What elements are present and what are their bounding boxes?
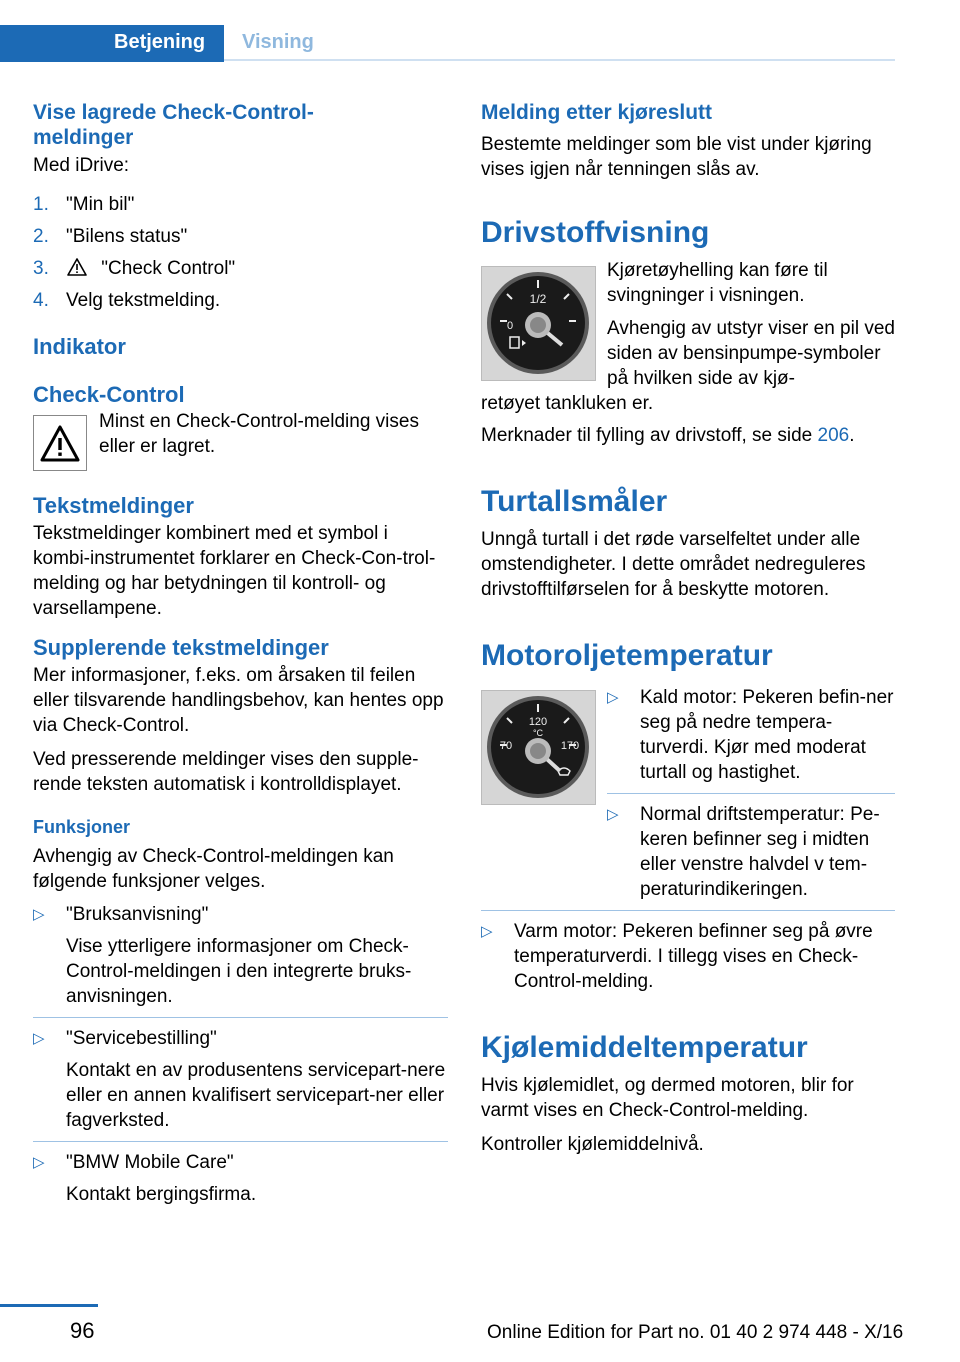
oil-list-inline: [607, 685, 895, 910]
oil-temperature-gauge-icon: [482, 691, 595, 804]
step-number: 3.: [33, 258, 49, 279]
triangle-right-icon: ▷: [481, 923, 493, 940]
fuel-paragraph-2-end: retøyet tankluken er.: [481, 393, 654, 414]
oil-label-celsius: °C: [532, 728, 544, 738]
list-item: [33, 192, 448, 217]
step-number: 2.: [33, 226, 49, 247]
fuel-note-suffix: .: [849, 425, 855, 446]
tab-divider: [224, 59, 895, 61]
step-text: Velg tekstmelding.: [66, 290, 221, 311]
with-idrive-text: Med iDrive:: [33, 155, 130, 176]
triangle-right-icon: ▷: [33, 1030, 45, 1047]
tab-betjening[interactable]: Betjening: [0, 25, 224, 62]
fuel-paragraph-1: Kjøretøyhelling kan føre til svingninger i visningen.: [607, 260, 828, 306]
function-title: "BMW Mobile Care": [66, 1152, 234, 1173]
fuel-note-page-link[interactable]: 206: [817, 425, 850, 446]
triangle-right-icon: ▷: [607, 806, 619, 823]
functions-body: Avhengig av Check-Control-meldingen kan følgende funksjoner velges.: [33, 846, 394, 892]
list-item: [481, 919, 895, 994]
step-text: "Check Control": [101, 258, 236, 279]
list-item: [33, 1026, 448, 1141]
left-column: [33, 100, 448, 1207]
check-control-text: Minst en Check-Control-melding vises eller er lagret.: [99, 411, 419, 457]
heading-saved-messages: Vise lagrede Check-Control-meldinger: [33, 101, 314, 149]
check-control-block: [33, 409, 448, 471]
list-item: [33, 256, 448, 281]
function-desc: Vise ytterligere informasjoner om Check-Control-meldingen i den integrerte bruks-anvisningen.: [66, 936, 412, 1007]
heading-text-messages: Tekstmeldinger: [33, 493, 194, 518]
function-title: "Servicebestilling": [66, 1028, 217, 1049]
page-number: 96: [70, 1318, 95, 1343]
oil-item-text: Kald motor: Pekeren befin-ner seg på nedre tempera-turverdi. Kjør med moderat turtall og hastighet.: [640, 687, 894, 783]
supplementary-body-2: Ved presserende meldinger vises den supple-rende teksten automatisk i kontrolldisplayet.: [33, 749, 419, 795]
list-item: [607, 802, 895, 910]
oil-item-text: Normal driftstemperatur: Pe-keren befinner seg i midten eller venstre halvdel v tem-peraturindikeringen.: [640, 804, 880, 900]
function-title: "Bruksanvisning": [66, 904, 209, 925]
edition-note: Online Edition for Part no. 01 40 2 974 448 - X/16: [487, 1322, 904, 1343]
oil-label-170: 170: [560, 740, 580, 752]
after-drive-body: Bestemte meldinger som ble vist under kjøring vises igjen når tenningen slås av.: [481, 134, 872, 180]
function-desc: Kontakt en av produsentens servicepart-nere eller en annen kvalifisert servicepart-ner eller fagverksted.: [66, 1060, 446, 1131]
divider: [481, 910, 895, 911]
fuel-note-prefix: Merknader til fylling av drivstoff, se side: [481, 425, 818, 446]
divider: [33, 1141, 448, 1142]
fuel-note: [481, 423, 895, 448]
divider: [33, 1017, 448, 1018]
fuel-text: [607, 258, 895, 391]
tab-bar: [0, 25, 895, 62]
fuel-gauge-image: [481, 266, 596, 381]
tab-visning[interactable]: Visning: [242, 31, 314, 53]
fuel-block: [481, 258, 895, 416]
oil-gauge-image: [481, 690, 596, 805]
triangle-right-icon: ▷: [33, 906, 45, 923]
step-number: 4.: [33, 290, 49, 311]
list-item: [33, 1150, 448, 1207]
text-messages-body: Tekstmeldinger kombinert med et symbol i kombi-instrumentet forklarer en Check-Con-trol-melding og har betydningen til kontroll- og varsellampene.: [33, 523, 436, 619]
heading-coolant-temperature: Kjølemiddeltemperatur: [481, 1031, 808, 1064]
triangle-right-icon: ▷: [607, 689, 619, 706]
heading-check-control: Check-Control: [33, 382, 185, 407]
step-text: "Min bil": [66, 194, 135, 215]
warning-icon: [66, 257, 88, 277]
tachometer-body: Unngå turtall i det røde varselfeltet under alle omstendigheter. I dette området nedreguleres drivstofftilførselen for å beskytte motoren.: [481, 529, 866, 600]
right-column: [481, 100, 895, 1157]
list-item: [33, 224, 448, 249]
warning-triangle-icon: [34, 416, 86, 470]
heading-tachometer: Turtallsmåler: [481, 485, 668, 518]
divider: [607, 793, 895, 794]
idrive-steps: [33, 192, 448, 313]
fuel-paragraph-2-start: Avhengig av utstyr viser en pil ved siden av bensinpumpe-symboler på hvilken side av kjø-: [607, 318, 895, 389]
list-item: [607, 685, 895, 793]
fuel-gauge-icon: [482, 267, 595, 380]
supplementary-body-1: Mer informasjoner, f.eks. om årsaken til feilen eller tilsvarende handlingsbehov, kan hentes opp via Check-Control.: [33, 665, 444, 736]
fuel-label-half: 1/2: [529, 292, 547, 306]
heading-functions: Funksjoner: [33, 817, 131, 837]
heading-oil-temperature: Motoroljetemperatur: [481, 639, 773, 672]
oil-list-full: [481, 910, 895, 994]
oil-label-70: 70: [499, 740, 513, 752]
warning-sign: [33, 415, 87, 471]
step-text: "Bilens status": [66, 226, 188, 247]
coolant-paragraph-2: Kontroller kjølemiddelnivå.: [481, 1134, 704, 1155]
functions-list: [33, 902, 448, 1207]
list-item: [33, 288, 448, 313]
step-number: 1.: [33, 194, 49, 215]
heading-fuel-gauge: Drivstoffvisning: [481, 216, 710, 249]
fuel-label-zero: 0: [506, 320, 514, 332]
list-item: [33, 902, 448, 1017]
heading-indicator: Indikator: [33, 334, 126, 359]
coolant-paragraph-1: Hvis kjølemidlet, og dermed motoren, blir for varmt vises en Check-Control-melding.: [481, 1075, 854, 1121]
function-desc: Kontakt bergingsfirma.: [66, 1184, 257, 1205]
oil-label-120: 120: [528, 716, 548, 728]
heading-after-drive: Melding etter kjøreslutt: [481, 101, 713, 124]
heading-supplementary: Supplerende tekstmeldinger: [33, 635, 329, 660]
oil-block: [481, 685, 895, 994]
footer-rule: [0, 1304, 98, 1307]
triangle-right-icon: ▷: [33, 1154, 45, 1171]
oil-item-text: Varm motor: Pekeren befinner seg på øvre temperaturverdi. I tillegg vises en Check-Control-melding.: [514, 921, 873, 992]
